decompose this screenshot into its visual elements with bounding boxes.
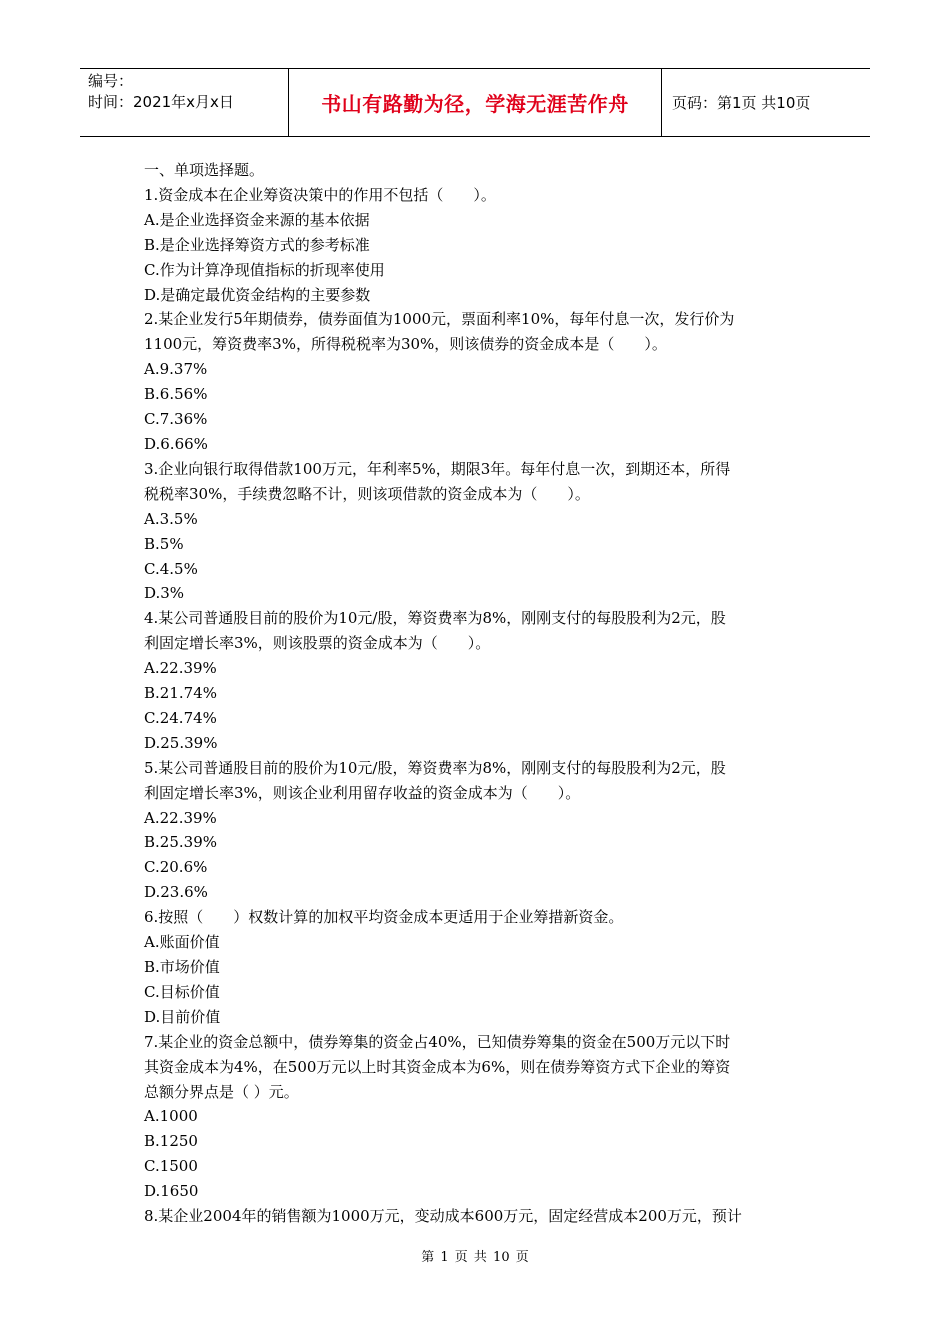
body-line: D.23.6% xyxy=(144,883,208,902)
section-title: 一、单项选择题。 xyxy=(144,161,265,179)
body-line: 1100元，筹资费率3%，所得税税率为30%，则该债券的资金成本是（ ）。 xyxy=(144,335,667,354)
header-meta xyxy=(80,69,288,136)
body-line: 2.某企业发行5年期债券，债券面值为1000元，票面利率10%，每年付息一次，发行价为 xyxy=(144,310,735,329)
body-line: B.1250 xyxy=(144,1132,198,1151)
body-line: 总额分界点是（ ）元。 xyxy=(144,1082,299,1101)
header-page-info: 页码：第1页 共10页 xyxy=(672,94,811,112)
body-line: B.6.56% xyxy=(144,385,208,404)
body-line: A.账面价值 xyxy=(144,933,220,952)
body-line: D.是确定最优资金结构的主要参数 xyxy=(144,285,371,304)
body-line: 4.某公司普通股目前的股价为10元/股，筹资费率为8%，刚刚支付的每股股利为2元，股 xyxy=(144,609,726,628)
body-line: D.6.66% xyxy=(144,434,208,453)
body-line: D.1650 xyxy=(144,1182,199,1201)
body-line: C.20.6% xyxy=(144,858,208,877)
body-line: 利固定增长率3%，则该企业利用留存收益的资金成本为（ ）。 xyxy=(144,783,581,802)
body-line: D.25.39% xyxy=(144,733,218,752)
body-line: 利固定增长率3%，则该股票的资金成本为（ ）。 xyxy=(144,634,491,653)
body-line: B.25.39% xyxy=(144,833,217,852)
body-line: C.目标价值 xyxy=(144,982,220,1001)
body-line: 5.某公司普通股目前的股价为10元/股，筹资费率为8%，刚刚支付的每股股利为2元，股 xyxy=(144,758,726,777)
body-line: A.1000 xyxy=(144,1107,198,1126)
body-line: B.市场价值 xyxy=(144,958,220,976)
body-line: C.24.74% xyxy=(144,708,217,727)
body-line: D.目前价值 xyxy=(144,1007,221,1026)
body-line: A.22.39% xyxy=(144,659,217,678)
body-line: 税税率30%，手续费忽略不计，则该项借款的资金成本为（ ）。 xyxy=(144,484,590,503)
body-line: 3.企业向银行取得借款100万元，年利率5%，期限3年。每年付息一次，到期还本，所得 xyxy=(144,459,731,478)
body-line: C.4.5% xyxy=(144,559,198,578)
body-line: 其资金成本为4%，在500万元以上时其资金成本为6%，则在债券筹资方式下企业的筹资 xyxy=(144,1057,731,1076)
body-line: D.3% xyxy=(144,584,185,603)
body-line: A.是企业选择资金来源的基本依据 xyxy=(144,210,370,229)
number-label: 编号： xyxy=(88,72,134,90)
body-line: A.9.37% xyxy=(144,360,208,379)
body-line: B.5% xyxy=(144,534,184,553)
document-body xyxy=(144,158,814,1229)
body-line: B.21.74% xyxy=(144,684,217,703)
body-line: A.3.5% xyxy=(144,509,198,528)
body-line: A.22.39% xyxy=(144,808,217,827)
body-line: C.作为计算净现值指标的折现率使用 xyxy=(144,260,385,279)
body-line: C.7.36% xyxy=(144,410,208,429)
date-label: 时间：2021年x月x日 xyxy=(88,93,234,111)
body-line: 7.某企业的资金总额中，债券筹集的资金占40%，已知债券筹集的资金在500万元以下时 xyxy=(144,1032,731,1051)
body-line: C.1500 xyxy=(144,1157,198,1176)
question-list xyxy=(144,183,814,1229)
page-footer: 第 1 页 共 10 页 xyxy=(421,1250,529,1265)
document-header xyxy=(80,68,870,137)
body-line: 1.资金成本在企业筹资决策中的作用不包括（ ）。 xyxy=(144,185,496,204)
body-line: B.是企业选择筹资方式的参考标准 xyxy=(144,235,370,254)
body-line: 6.按照（ ）权数计算的加权平均资金成本更适用于企业筹措新资金。 xyxy=(144,908,624,927)
body-line: 8.某企业2004年的销售额为1000万元，变动成本600万元，固定经营成本200万元，预计 xyxy=(144,1207,742,1226)
header-motto: 书山有路勤为径，学海无涯苦作舟 xyxy=(288,69,662,136)
